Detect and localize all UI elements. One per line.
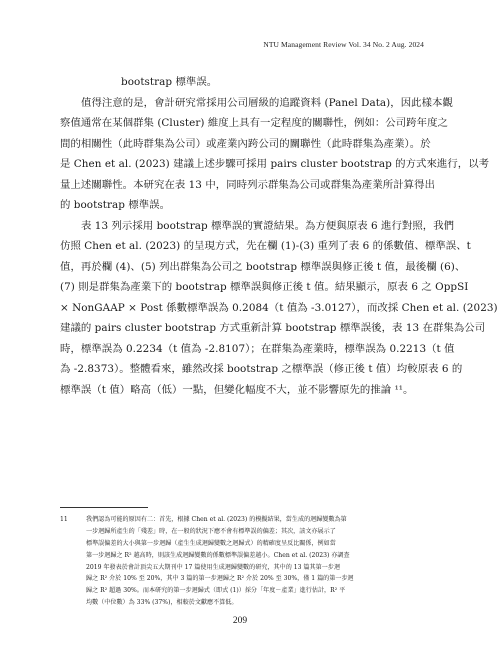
- footnote-line: 標準誤偏差的大小與第一步迴歸（產生生成迴歸變數之迴歸式）的精確度呈反比關係，例如當: [86, 539, 336, 547]
- footnote-line: [60, 514, 426, 526]
- text-line: 值得注意的是，會計研究常採用公司層級的追蹤資料 (Panel Data)，因此樣本觀: [81, 96, 453, 109]
- footnote-line: 歸之 R² 介於 10% 至 20%，其中 3 篇的第一步迴歸之 R² 介於 20% 至 30%，僅 1 篇的第一步迴: [86, 575, 354, 583]
- text-line: 建議的 pairs cluster bootstrap 方式重新計算 bootstrap 標準誤後，表 13 在群集為公司: [60, 322, 486, 334]
- footnote-line: 一步迴歸所產生的「殘差」時，在一般的狀況下應不會有標準誤的偏差；其次，該文亦展示了: [86, 527, 336, 535]
- text-line: × NonGAAP × Post 係數標準誤為 0.2084（t 值為 -3.0127），而改採 Chen et al. (2023): [60, 301, 498, 314]
- text-line: 標準誤（t 值）略高（低）一點，但變化幅度不大，並不影響原先的推論 ¹¹。: [60, 383, 414, 396]
- text-line: 仿照 Chen et al. (2023) 的呈現方式，先在欄 (1)-(3) 重列了表 6 的係數值、標準誤、t: [60, 240, 471, 252]
- text-line: 的 bootstrap 標準誤。: [60, 199, 171, 211]
- footnote-line: 歸之 R² 超過 30%。而本研究的第一步迴歸式（即式 (1)）採分「年度－產業」進行估計，R² 平: [86, 587, 346, 595]
- text-line: 時，標準誤為 0.2234（t 值為 -2.8107）；在群集為產業時，標準誤為 0.2213（t 值: [60, 342, 455, 355]
- page-number: 209: [232, 616, 248, 626]
- body-text: [60, 72, 498, 400]
- footnote-rule: [60, 507, 148, 508]
- footnote: [60, 514, 426, 609]
- footnote-text: 我們認為可能的原因有二：首先，根據 Chen et al. (2023) 的模擬結果，當生成的迴歸變數為第: [86, 516, 347, 523]
- footnote-line: 2019 年發表於會計頂尖五大期刊中 17 篇使用生成迴歸變數的研究，其中的 13 篇其第一步迴: [86, 563, 340, 571]
- text-line: 表 13 列示採用 bootstrap 標準誤的實證結果。為方便與原表 6 進行對照，我們: [81, 219, 455, 232]
- text-line: bootstrap 標準誤。: [121, 76, 218, 88]
- footnote-line: 第一步迴歸之 R² 越高時，則該生成迴歸變數的係數標準誤偏差越小。Chen et al. (2023) 亦調查: [86, 551, 350, 559]
- text-line: (7) 則是群集為產業下的 bootstrap 標準誤與修正後 t 值。結果顯示，原表 6 之 OppSI: [60, 281, 469, 293]
- text-line: 察值通常在某個群集 (Cluster) 維度上具有一定程度的關聯性，例如：公司跨年度之: [60, 117, 448, 129]
- running-head: NTU Management Review Vol. 34 No. 2 Aug. 2024: [263, 40, 424, 49]
- text-line: 是 Chen et al. (2023) 建議上述步驟可採用 pairs cluster bootstrap 的方式來進行，以考: [60, 158, 490, 170]
- text-line: 為 -2.8373）。整體看來，雖然改採 bootstrap 之標準誤（修正後 t 值）均較原表 6 的: [60, 363, 463, 375]
- text-line: 間的相關性（此時群集為公司）或產業內跨公司的關聯性（此時群集為產業）。於: [60, 137, 431, 150]
- footnote-number: 11: [60, 516, 68, 523]
- text-line: 值，再於欄 (4)、(5) 列出群集為公司之 bootstrap 標準誤與修正後 t 值，最後欄 (6)、: [60, 260, 466, 273]
- text-line: 量上述關聯性。本研究在表 13 中，同時列示群集為公司或群集為產業所計算得出: [60, 178, 436, 191]
- footnote-line: 均數（中位數）為 33% (37%)，相較於文獻應不算低。: [86, 599, 238, 607]
